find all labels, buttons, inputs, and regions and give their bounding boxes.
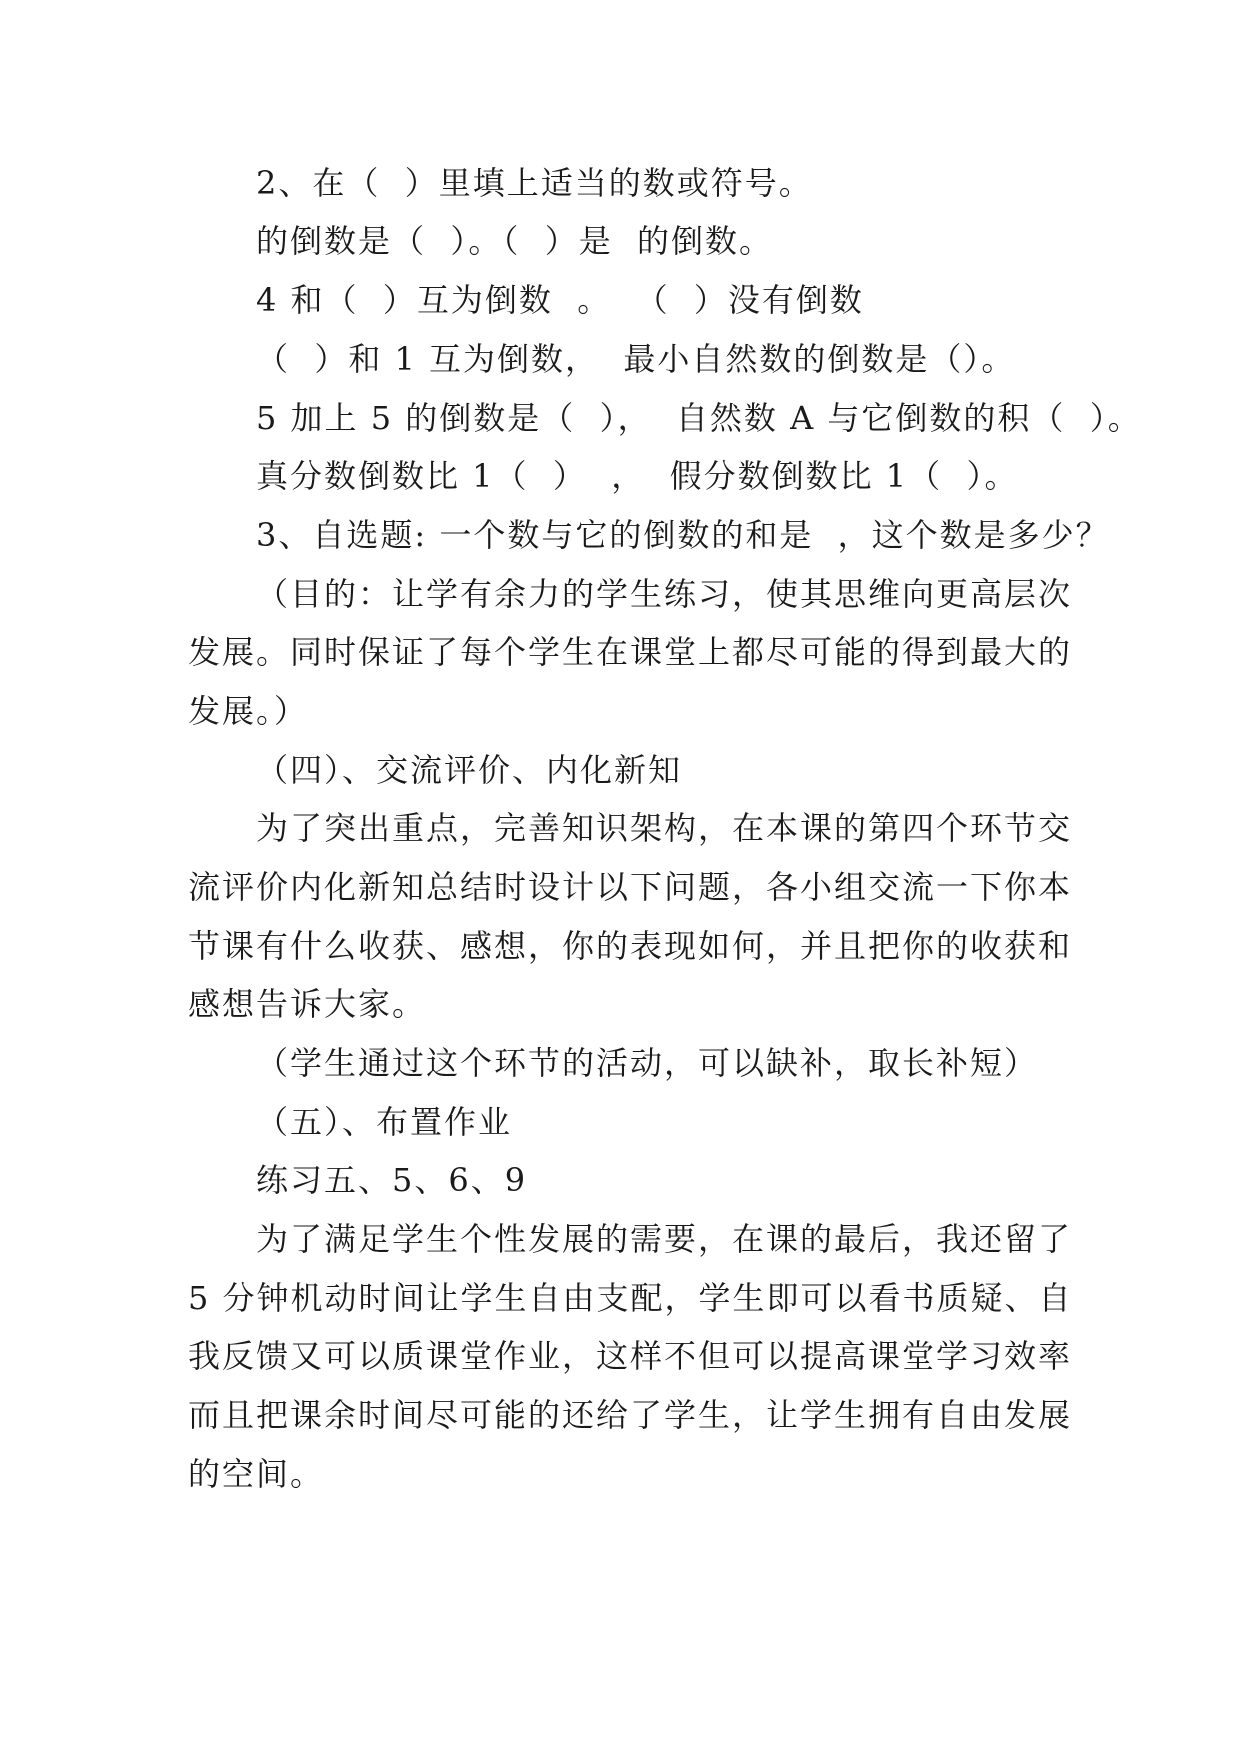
exercise-2-item-5: 真分数倒数比 1（ ） ， 假分数倒数比 1（ ）。 xyxy=(256,457,1019,495)
purpose-paragraph-line: 发展。） xyxy=(188,692,309,730)
closing-paragraph-line: 5 分钟机动时间让学生自由支配，学生即可以看书质疑、自 xyxy=(188,1279,1073,1317)
closing-paragraph-line: 我反馈又可以质课堂作业，这样不但可以提高课堂学习效率 xyxy=(188,1337,1073,1375)
section-4-paragraph-line: 流评价内化新知总结时设计以下问题，各小组交流一下你本 xyxy=(188,868,1073,906)
closing-paragraph-line: 为了满足学生个性发展的需要，在课的最后，我还留了 xyxy=(256,1220,1073,1258)
exercise-2-item-3: （ ）和 1 互为倒数， 最小自然数的倒数是（）。 xyxy=(256,340,1016,378)
closing-paragraph-line: 的空间。 xyxy=(188,1455,325,1493)
section-4-paragraph-line: 感想告诉大家。 xyxy=(188,985,427,1023)
purpose-paragraph-line: （目的：让学有余力的学生练习，使其思维向更高层次 xyxy=(256,575,1073,613)
purpose-paragraph-line: 发展。同时保证了每个学生在课堂上都尽可能的得到最大的 xyxy=(188,633,1073,671)
closing-paragraph-line: 而且把课余时间尽可能的还给了学生，让学生拥有自由发展 xyxy=(188,1396,1073,1434)
section-4-paragraph-line: 为了突出重点，完善知识架构，在本课的第四个环节交 xyxy=(256,809,1073,847)
exercise-2-heading: 2、在（ ）里填上适当的数或符号。 xyxy=(256,164,813,202)
exercise-2-item-2: 4 和（ ）互为倒数 。 （ ）没有倒数 xyxy=(256,281,864,319)
exercise-2-item-1: 的倒数是（ ）。（ ）是 的倒数。 xyxy=(256,222,774,260)
section-4-heading: （四）、交流评价、内化新知 xyxy=(256,751,683,789)
section-4-paragraph-line: 节课有什么收获、感想，你的表现如何，并且把你的收获和 xyxy=(188,927,1073,965)
section-5-heading: （五）、布置作业 xyxy=(256,1103,513,1141)
section-4-note: （学生通过这个环节的活动，可以缺补，取长补短） xyxy=(256,1044,1039,1082)
exercise-3-heading: 3、自选题: 一个数与它的倒数的和是 ，这个数是多少？ xyxy=(256,516,1110,554)
exercise-2-item-4: 5 加上 5 的倒数是（ ）， 自然数 A 与它倒数的积（ ）。 xyxy=(256,399,1142,437)
homework-assignment: 练习五、5、6、9 xyxy=(256,1161,528,1199)
